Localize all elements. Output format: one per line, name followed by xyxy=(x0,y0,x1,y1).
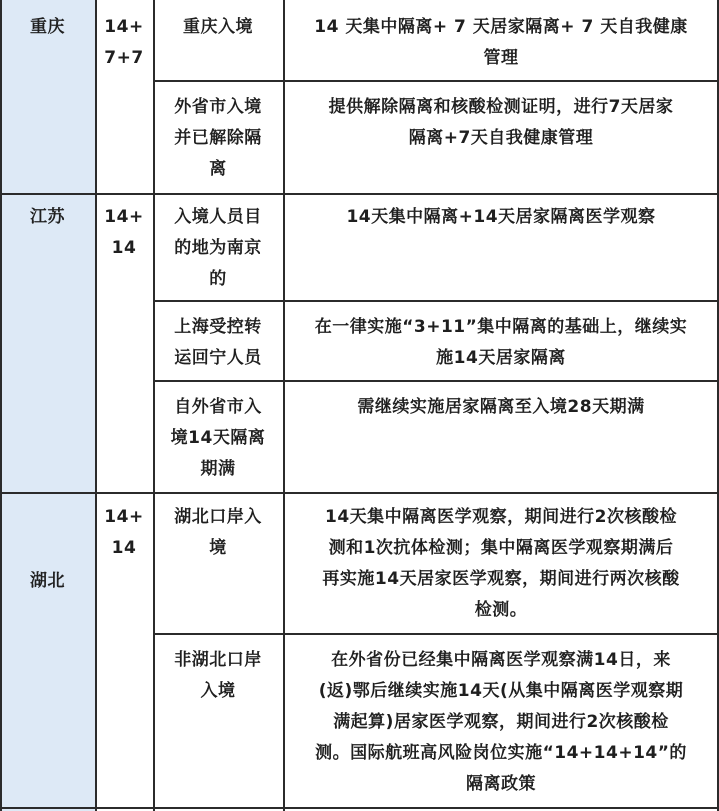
category-cell: 重庆入境 xyxy=(183,17,253,37)
policy-code-jiangsu: 14+ 14 xyxy=(104,207,144,258)
grid-line xyxy=(95,0,97,811)
province-name-hubei: 湖北 xyxy=(30,571,65,591)
measure-cell: 在一律实施“3+11”集中隔离的基础上，继续实 施14天居家隔离 xyxy=(314,317,688,368)
measure-cell: 在外省份已经集中隔离医学观察满14日，来 (返)鄂后继续实施14天(从集中隔离医学观察期 满起算)居家医学观察，期间进行2次核酸检 测。国际航班高风险岗位实施“14+14+14”的 隔离政策 xyxy=(315,650,687,794)
category-cell: 非湖北口岸 入境 xyxy=(174,650,262,701)
policy-code-chongqing: 14+ 7+7 xyxy=(104,17,144,68)
measure-cell: 提供解除隔离和核酸检测证明，进行7天居家 隔离+7天自我健康管理 xyxy=(328,97,674,148)
measure-cell: 14 天集中隔离+ 7 天居家隔离+ 7 天自我健康 管理 xyxy=(314,17,688,68)
grid-line xyxy=(153,380,719,382)
grid-line xyxy=(0,193,719,195)
grid-line xyxy=(0,492,719,494)
grid-line xyxy=(0,0,2,811)
category-cell: 上海受控转 运回宁人员 xyxy=(174,317,262,368)
province-name-jiangsu: 江苏 xyxy=(30,207,65,227)
grid-line xyxy=(0,807,719,809)
category-cell: 湖北口岸入 境 xyxy=(174,507,262,558)
grid-line xyxy=(153,300,719,302)
province-cell-jiangsu-bg xyxy=(0,193,95,492)
grid-line xyxy=(153,0,155,811)
measure-cell: 14天集中隔离+14天居家隔离医学观察 xyxy=(346,207,656,227)
province-cell-hubei-bg xyxy=(0,492,95,811)
province-name-chongqing: 重庆 xyxy=(30,17,65,37)
grid-line xyxy=(153,80,719,82)
grid-line xyxy=(153,633,719,635)
policy-code-hubei: 14+ 14 xyxy=(104,507,144,558)
measure-cell: 需继续实施居家隔离至入境28天期满 xyxy=(357,397,645,417)
category-cell: 自外省市入 境14天隔离 期满 xyxy=(170,397,266,479)
measure-cell: 14天集中隔离医学观察，期间进行2次核酸检 测和1次抗体检测；集中隔离医学观察期满后 再实施14天居家医学观察，期间进行两次核酸 检测。 xyxy=(322,507,680,620)
category-cell: 外省市入境 并已解除隔 离 xyxy=(174,97,262,179)
category-cell: 入境人员目 的地为南京 的 xyxy=(174,207,262,289)
grid-line xyxy=(283,0,285,811)
